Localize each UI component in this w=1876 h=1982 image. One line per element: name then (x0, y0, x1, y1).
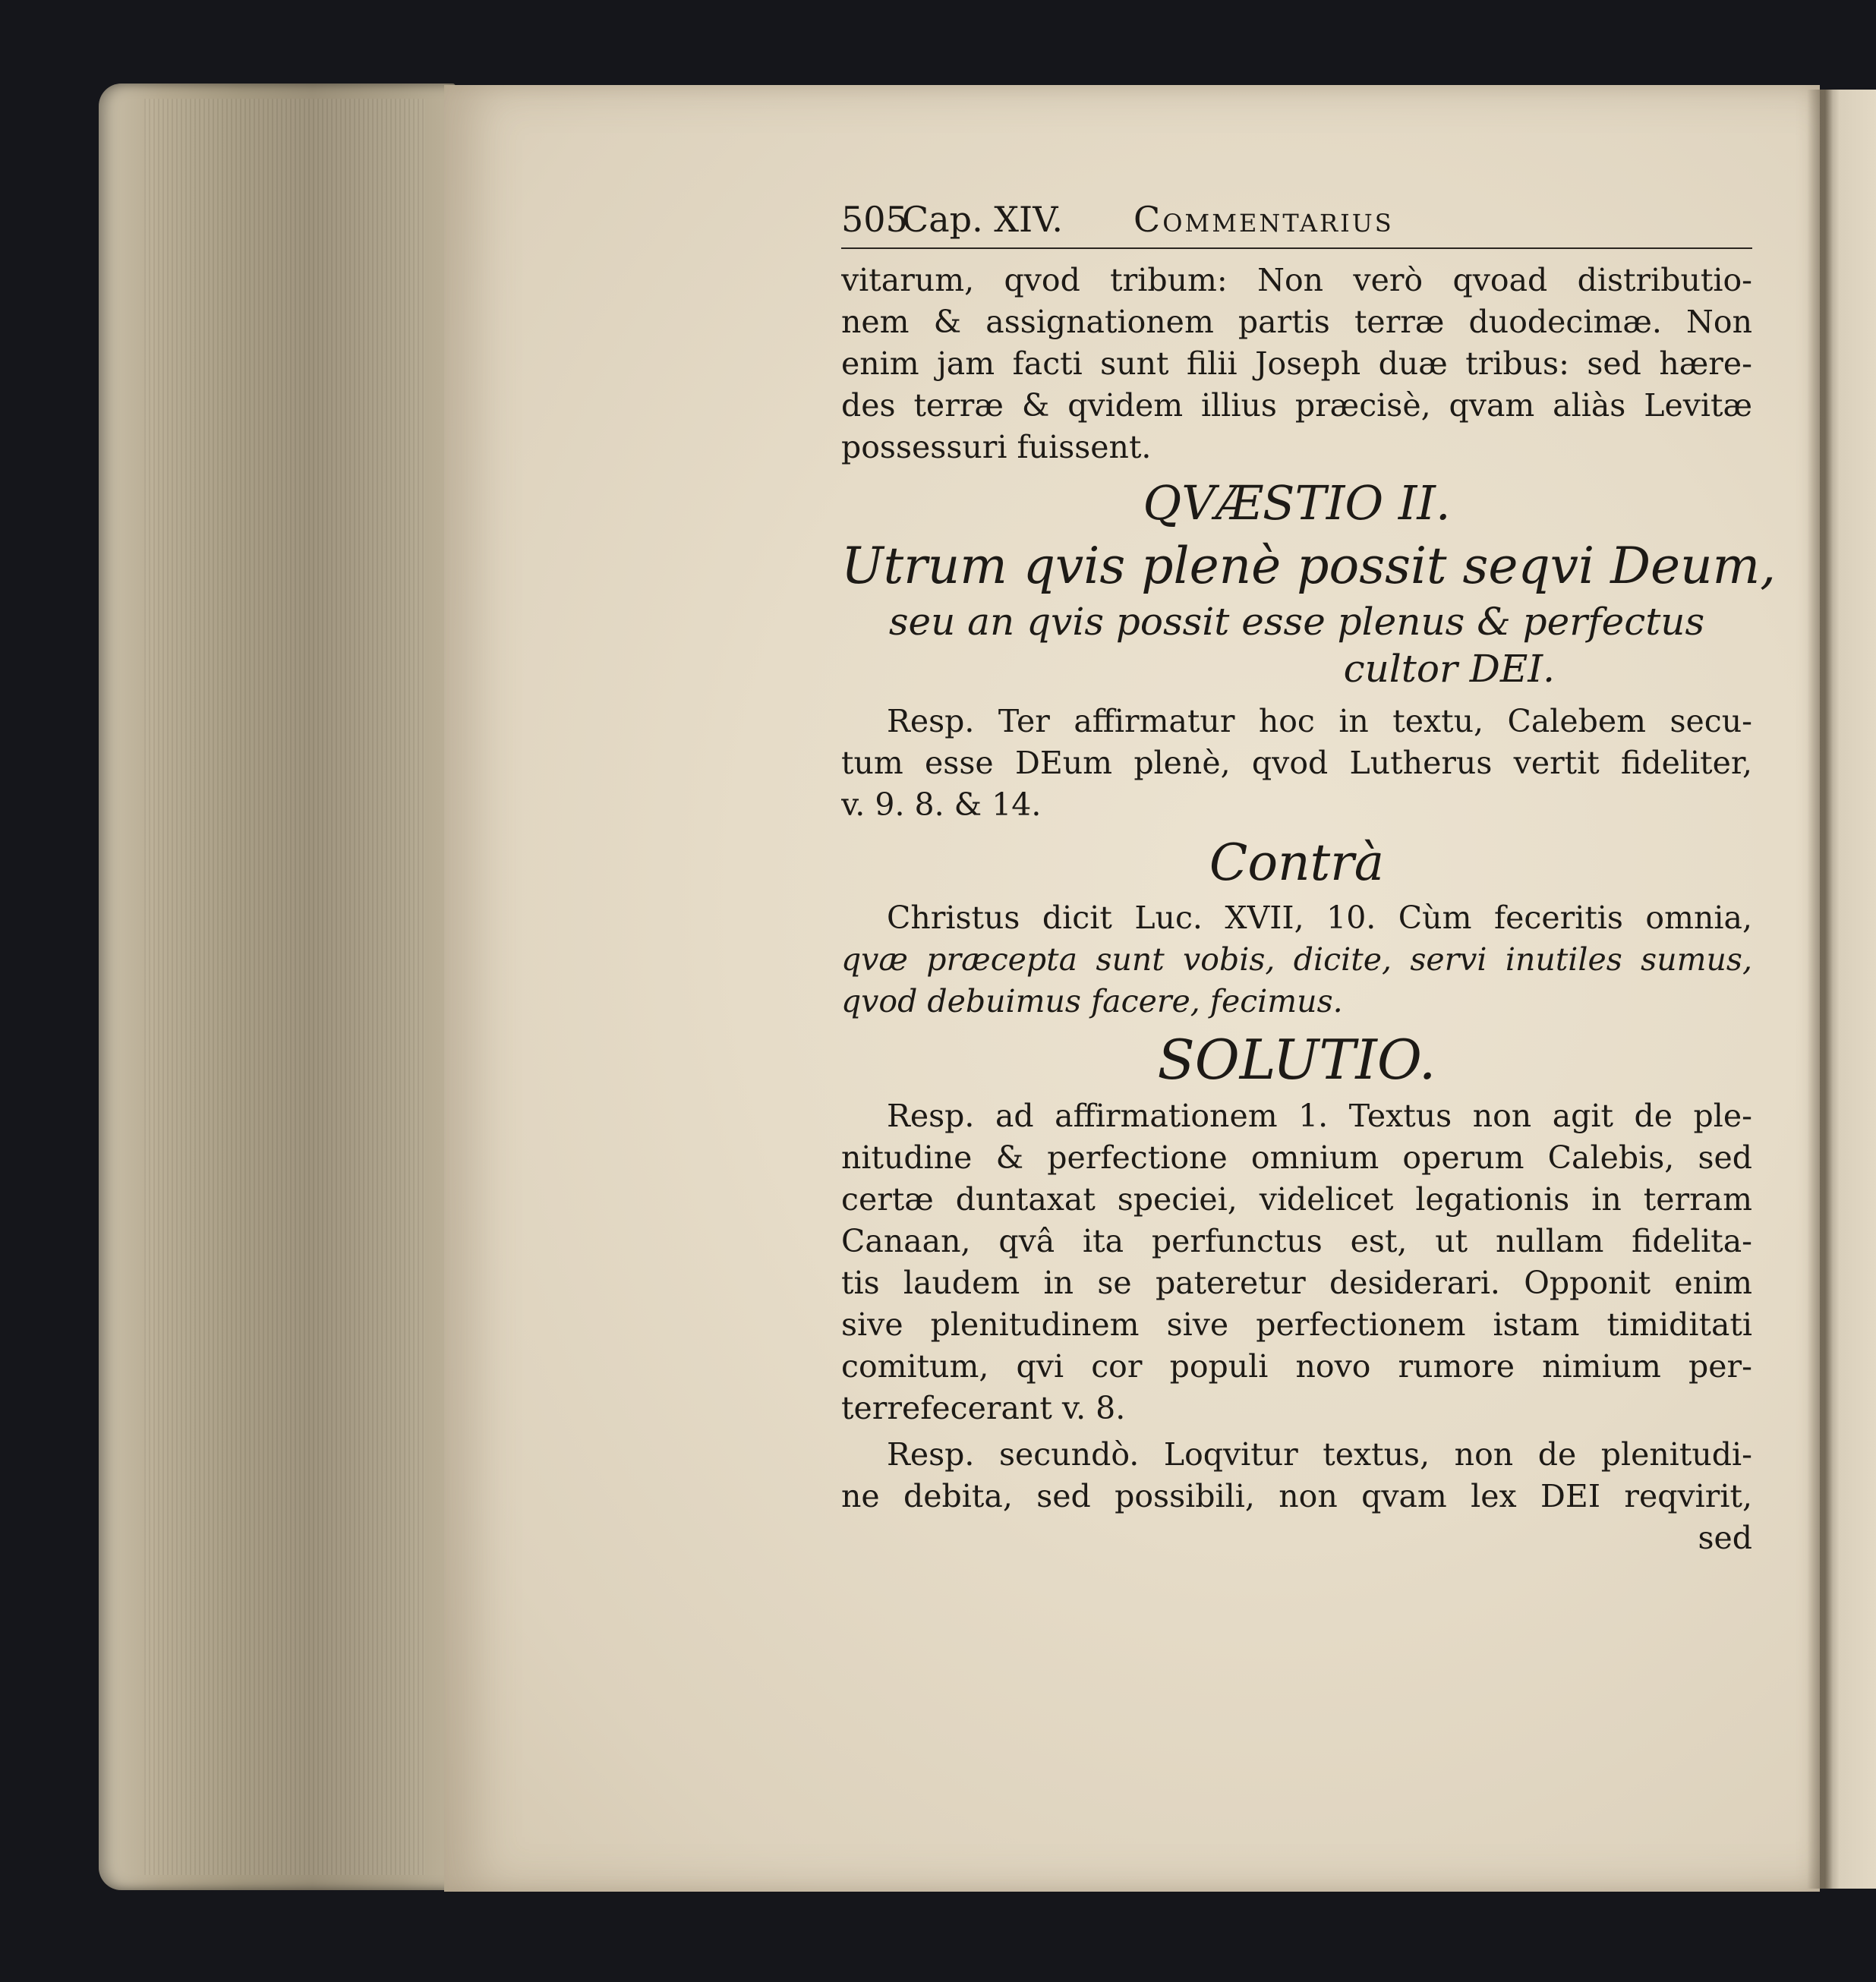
text-line: certæ duntaxat speciei, videlicet legationis in terram (841, 1181, 1752, 1218)
book-page-edges (99, 84, 456, 1890)
text-line: Resp. Ter affirmatur hoc in textu, Calebem secu- (887, 703, 1752, 739)
page-number: 505 (841, 199, 908, 240)
text-line: Resp. ad affirmationem 1. Textus non agit de ple- (887, 1098, 1752, 1134)
quaestio-title-line: seu an qvis possit esse plenus & perfectus (888, 600, 1705, 644)
quaestio-title-line: cultor DEI. (1343, 647, 1555, 691)
gutter-shadow (1807, 90, 1833, 1889)
text-line: Christus dicit Luc. XVII, 10. Cùm feceritis omnia, (887, 900, 1752, 936)
text-line: tis laudem in se pateretur desiderari. Opponit enim (841, 1265, 1752, 1301)
text-line: enim jam facti sunt filii Joseph duæ tribus: sed hære- (841, 345, 1752, 382)
page-edge-lines (144, 99, 425, 1875)
text-line: des terræ & qvidem illius præcisè, qvam aliàs Levitæ (841, 387, 1752, 424)
text-line: nitudine & perfectione omnium operum Calebis, sed (841, 1139, 1752, 1176)
text-line: ne debita, sed possibili, non qvam lex DEI reqvirit, (841, 1478, 1752, 1514)
contra-heading: Contrà (1209, 833, 1385, 892)
text-line: nem & assignationem partis terræ duodecimæ. Non (841, 304, 1752, 340)
quaestio-title-line: Utrum qvis plenè possit seqvi Deum, (841, 537, 1777, 595)
running-head (841, 199, 1752, 249)
solutio-heading: SOLUTIO. (1157, 1028, 1436, 1092)
text-line: tum esse DEum plenè, qvod Lutherus vertit fideliter, (841, 745, 1752, 781)
text-line: vitarum, qvod tribum: Non verò qvoad distributio- (841, 262, 1752, 298)
text-line: sive plenitudinem sive perfectionem istam timiditati (841, 1306, 1752, 1343)
contra-paragraph (841, 897, 1752, 1023)
text-line: qvod debuimus facere, fecimus. (841, 983, 1343, 1019)
solutio-paragraph-2 (841, 1434, 1752, 1517)
page-text-block (841, 199, 1777, 1559)
text-line: Canaan, qvâ ita perfunctus est, ut nullam fidelita- (841, 1223, 1752, 1259)
text-line: qvæ præcepta sunt vobis, dicite, servi inutiles sumus, (841, 941, 1752, 978)
running-title: Commentarius (1133, 199, 1394, 240)
catchword: sed (1698, 1520, 1752, 1556)
response-paragraph (841, 701, 1752, 826)
chapter-label: Cap. XIV. (902, 199, 1064, 240)
text-line: terrefecerant v. 8. (841, 1390, 1126, 1426)
text-line: possessuri fuissent. (841, 429, 1152, 465)
text-line: Resp. secundò. Loqvitur textus, non de plenitudi- (887, 1436, 1752, 1473)
text-line: v. 9. 8. & 14. (841, 786, 1042, 823)
text-line: comitum, qvi cor populi novo rumore nimium per- (841, 1348, 1752, 1385)
quaestio-heading: QVÆSTIO II. (1143, 475, 1451, 531)
paragraph-continuation (841, 260, 1752, 468)
solutio-paragraph (841, 1095, 1752, 1429)
